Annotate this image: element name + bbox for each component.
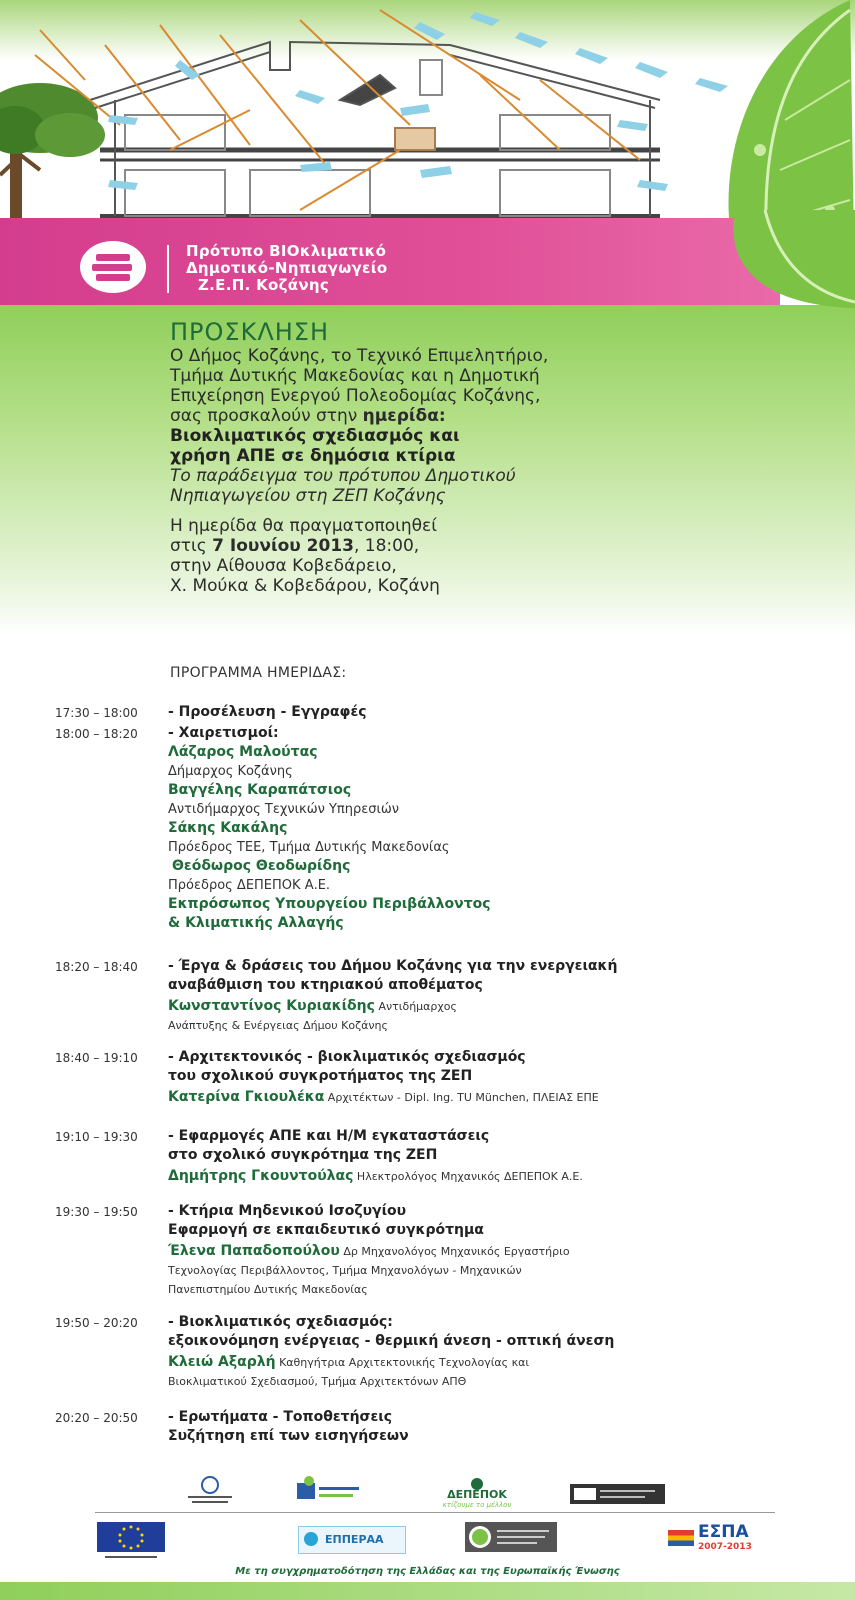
session-title: Συζήτηση επί των εισηγήσεων xyxy=(168,1428,409,1444)
session-7 xyxy=(168,1313,818,1391)
dimos-kozanis-logo xyxy=(180,1475,240,1505)
espa-name: ΕΣΠΑ xyxy=(698,1522,749,1542)
session-title: - Έργα & δράσεις του Δήμου Κοζάνης για την ενεργειακή xyxy=(168,958,618,974)
session-title: του σχολικού συγκροτήματος της ΖΕΠ xyxy=(168,1068,473,1084)
session-title: εξοικονόμηση ενέργειας - θερμική άνεση - οπτική άνεση xyxy=(168,1333,615,1349)
invitation-text: σας προσκαλούν στην xyxy=(170,406,363,426)
speaker-role: Αντιδήμαρχος Τεχνικών Υπηρεσιών xyxy=(168,802,400,817)
session-title: - Κτήρια Μηδενικού Ισοζυγίου xyxy=(168,1203,407,1219)
session-time: 17:30 – 18:00 xyxy=(55,706,138,720)
tee-logo xyxy=(570,1484,665,1504)
speaker-name: Έλενα Παπαδοπούλου xyxy=(168,1243,340,1259)
speaker-name: Θεόδωρος Θεοδωρίδης xyxy=(172,858,351,874)
session-title: - Προσέλευση - Εγγραφές xyxy=(168,704,367,720)
program-heading: ΠΡΟΓΡΑΜΜΑ ΗΜΕΡΙΔΑΣ: xyxy=(170,665,347,681)
session-title: - Εφαρμογές ΑΠΕ και Η/Μ εγκαταστάσεις xyxy=(168,1128,490,1144)
espa-icon xyxy=(668,1530,694,1546)
speaker-name: Κλειώ Αξαρλή xyxy=(168,1354,276,1370)
date-bold: 7 Ιουνίου 2013 xyxy=(212,536,354,556)
event-title: χρήση ΑΠΕ σε δημόσια κτίρια xyxy=(170,446,456,466)
session-6 xyxy=(168,1202,818,1299)
session-1 xyxy=(168,703,818,722)
session-time: 19:50 – 20:20 xyxy=(55,1316,138,1330)
depepok-tagline: κτίζουμε το μέλλον xyxy=(442,1501,512,1509)
invitation-line: Τμήμα Δυτικής Μακεδονίας και η Δημοτική xyxy=(170,366,540,386)
session-time: 19:10 – 19:30 xyxy=(55,1130,138,1144)
epperaa-icon xyxy=(304,1532,318,1546)
event-venue: στην Αίθουσα Κοβεδάρειο, xyxy=(170,556,397,576)
school-title xyxy=(186,243,387,294)
school-title-line: Πρότυπο ΒΙΟκλιματικό xyxy=(186,242,387,260)
ministry-logo xyxy=(465,1522,557,1552)
event-title: Βιοκλιματικός σχεδιασμός και xyxy=(170,426,460,446)
invitation-line xyxy=(170,406,810,426)
speaker-name: Κωνσταντίνος Κυριακίδης xyxy=(168,998,375,1014)
speaker-role: Πρόεδρος ΤΕΕ, Τμήμα Δυτικής Μακεδονίας xyxy=(168,840,450,855)
invitation-line: Επιχείρηση Ενεργού Πολεοδομίας Κοζάνης, xyxy=(170,386,541,406)
invitation-emphasis: ημερίδα: xyxy=(362,406,446,426)
speaker-name: & Κλιματικής Αλλαγής xyxy=(168,915,344,931)
event-date xyxy=(170,536,810,556)
session-title: αναβάθμιση του κτηριακού αποθέματος xyxy=(168,977,483,993)
speaker-name: Λάζαρος Μαλούτας xyxy=(168,744,318,760)
session-time: 18:20 – 18:40 xyxy=(55,960,138,974)
speaker-name: Δημήτρης Γκουντούλας xyxy=(168,1168,354,1184)
session-4 xyxy=(168,1048,818,1107)
kozani-logo xyxy=(295,1475,370,1505)
session-3 xyxy=(168,957,818,1035)
session-8 xyxy=(168,1408,818,1446)
depepok-logo xyxy=(432,1478,522,1509)
speaker-role: Βιοκλιματικού Σχεδιασμού, Τμήμα Αρχιτεκτόνων ΑΠΘ xyxy=(168,1375,467,1388)
speaker-role: Ανάπτυξης & Ενέργειας Δήμου Κοζάνης xyxy=(168,1019,388,1032)
speaker-name: Βαγγέλης Καραπάτσιος xyxy=(168,782,352,798)
speaker-role: Αρχιτέκτων - Dipl. Ing. TU München, ΠΛΕΙΑΣ ΕΠΕ xyxy=(324,1091,599,1104)
epperaa-name: ΕΠΠΕΡΑΑ xyxy=(325,1533,384,1546)
speaker-name: Σάκης Κακάλης xyxy=(168,820,288,836)
speaker-role: Πρόεδρος ΔΕΠΕΠΟΚ Α.Ε. xyxy=(168,878,331,893)
speaker-role: Δήμαρχος Κοζάνης xyxy=(168,764,293,779)
session-time: 18:00 – 18:20 xyxy=(55,727,138,741)
tree-icon xyxy=(0,83,105,220)
date-prefix: στις xyxy=(170,536,213,556)
bottom-green-bar xyxy=(0,1582,855,1600)
depepok-name: ΔΕΠΕΠΟΚ xyxy=(447,1488,507,1501)
speaker-role: Καθηγήτρια Αρχιτεκτονικής Τεχνολογίας και xyxy=(275,1356,530,1369)
speaker-name: Κατερίνα Γκιουλέκα xyxy=(168,1089,325,1105)
date-time: , 18:00, xyxy=(353,536,420,556)
speaker-name: Εκπρόσωπος Υπουργείου Περιβάλλοντος xyxy=(168,896,491,912)
session-title: - Χαιρετισμοί: xyxy=(168,725,279,741)
invitation-title: ΠΡΟΣΚΛΗΣΗ xyxy=(170,318,329,346)
session-time: 19:30 – 19:50 xyxy=(55,1205,138,1219)
event-address: Χ. Μούκα & Κοβεδάρου, Κοζάνη xyxy=(170,576,440,596)
session-time: 18:40 – 19:10 xyxy=(55,1051,138,1065)
event-subtitle: Νηπιαγωγείου στη ΖΕΠ Κοζάνης xyxy=(170,486,446,506)
session-title: Εφαρμογή σε εκπαιδευτικό συγκρότημα xyxy=(168,1222,484,1238)
leaf-bottom-icon xyxy=(715,210,855,310)
speaker-role: Πανεπιστημίου Δυτικής Μακεδονίας xyxy=(168,1283,368,1296)
speaker-role: Αντιδήμαρχος xyxy=(374,1000,457,1013)
event-subtitle: Το παράδειγμα του πρότυπου Δημοτικού xyxy=(170,466,516,486)
school-title-line: Ζ.Ε.Π. Κοζάνης xyxy=(198,276,330,294)
speaker-role: Δρ Μηχανολόγος Μηχανικός Εργαστήριο xyxy=(339,1245,570,1258)
session-title: - Αρχιτεκτονικός - βιοκλιματικός σχεδιασμός xyxy=(168,1049,526,1065)
session-5 xyxy=(168,1127,818,1186)
session-title: στο σχολικό συγκρότημα της ΖΕΠ xyxy=(168,1147,438,1163)
cofunding-note: Με τη συγχρηματοδότηση της Ελλάδας και της Ευρωπαϊκής Ένωσης xyxy=(235,1566,620,1577)
invitation-block xyxy=(170,318,810,596)
speaker-role: Ηλεκτρολόγος Μηχανικός ΔΕΠΕΠΟΚ Α.Ε. xyxy=(353,1170,583,1183)
session-title: - Βιοκλιματικός σχεδιασμός: xyxy=(168,1314,393,1330)
eu-flag-logo xyxy=(97,1522,165,1562)
epperaa-logo xyxy=(298,1526,406,1554)
event-when: Η ημερίδα θα πραγματοποιηθεί xyxy=(170,516,437,536)
footer-divider xyxy=(95,1512,775,1513)
school-title-line: Δημοτικό-Νηπιαγωγείο xyxy=(186,259,388,277)
invitation-line: Ο Δήμος Κοζάνης, το Τεχνικό Επιμελητήριο, xyxy=(170,346,549,366)
espa-logo xyxy=(668,1522,760,1556)
espa-years: 2007-2013 xyxy=(698,1542,752,1552)
session-time: 20:20 – 20:50 xyxy=(55,1411,138,1425)
session-2 xyxy=(168,724,818,933)
logo-divider xyxy=(167,245,169,293)
session-title: - Ερωτήματα - Τοποθετήσεις xyxy=(168,1409,392,1425)
speaker-role: Τεχνολογίας Περιβάλλοντος, Τμήμα Μηχανολόγων - Μηχανικών xyxy=(168,1264,522,1277)
school-logo-icon xyxy=(78,240,148,295)
